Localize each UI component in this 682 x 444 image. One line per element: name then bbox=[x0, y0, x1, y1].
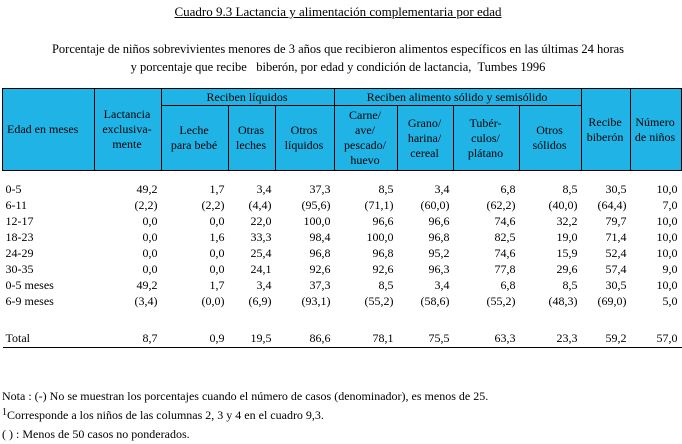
table-cell: 8,5 bbox=[562, 278, 578, 292]
table-cell: 79,7 bbox=[605, 214, 627, 228]
table-cell: 15,9 bbox=[556, 246, 578, 260]
table-cell: 1,7 bbox=[209, 278, 225, 292]
row-label: 24-29 bbox=[5, 246, 34, 260]
table-cell: 57,0 bbox=[631, 329, 682, 348]
table-cell: 100,0 bbox=[303, 214, 331, 228]
table-cell: 98,4 bbox=[309, 230, 331, 244]
table-cell: 1,7 bbox=[209, 182, 225, 196]
row-label: 6-11 bbox=[5, 198, 28, 212]
table-cell: 10,0 bbox=[656, 182, 678, 196]
row-label: 12-17 bbox=[5, 214, 34, 228]
table-cell: 71,4 bbox=[605, 230, 627, 244]
table-cell: 6,8 bbox=[500, 278, 516, 292]
table-row bbox=[3, 261, 682, 277]
table-cell: 37,3 bbox=[309, 278, 331, 292]
table-cell: 8,7 bbox=[95, 329, 162, 348]
note-1: Nota : (-) No se muestran los porcentajes cuando el número de casos (denominador), es menos de 25. bbox=[2, 389, 489, 403]
table-cell: (2,2) bbox=[201, 198, 225, 212]
table-cell: 0,0 bbox=[142, 246, 158, 260]
table-cell: 3,4 bbox=[434, 182, 450, 196]
table-cell: (93,1) bbox=[301, 294, 331, 308]
table-cell: (58,6) bbox=[420, 294, 450, 308]
table-cell: (64,4) bbox=[597, 198, 627, 212]
table-row bbox=[3, 229, 682, 245]
table-cell: 9,0 bbox=[662, 262, 678, 276]
table-cell: 77,8 bbox=[494, 262, 516, 276]
table-cell: 92,6 bbox=[309, 262, 331, 276]
header-count: Número de niños bbox=[631, 89, 682, 171]
table-notes bbox=[2, 387, 672, 444]
table-cell: 49,2 bbox=[136, 182, 158, 196]
table-row bbox=[3, 197, 682, 213]
table-cell: (55,2) bbox=[486, 294, 516, 308]
table-cell: (62,2) bbox=[486, 198, 516, 212]
table-subtitle bbox=[0, 40, 676, 76]
table-cell: (40,0) bbox=[548, 198, 578, 212]
table-row bbox=[3, 293, 682, 309]
table-cell: 52,4 bbox=[605, 246, 627, 260]
spacer-row bbox=[3, 309, 682, 329]
table-cell: (6,9) bbox=[248, 294, 272, 308]
table-cell: 0,0 bbox=[142, 230, 158, 244]
table-cell: (2,2) bbox=[134, 198, 158, 212]
table-cell: 19,0 bbox=[556, 230, 578, 244]
table-cell: 57,4 bbox=[605, 262, 627, 276]
table-cell: 100,0 bbox=[366, 230, 394, 244]
table-cell: 3,4 bbox=[434, 278, 450, 292]
table-cell: (69,0) bbox=[597, 294, 627, 308]
table-cell: (0,0) bbox=[201, 294, 225, 308]
table-cell: 96,6 bbox=[372, 214, 394, 228]
table-cell: 25,4 bbox=[250, 246, 272, 260]
header-meat: Carne/ ave/ pescado/ huevo bbox=[335, 106, 398, 171]
header-group-liquids: Reciben líquidos bbox=[162, 89, 335, 106]
table-cell: 30,5 bbox=[605, 278, 627, 292]
table-cell: 5,0 bbox=[662, 294, 678, 308]
table-cell: 96,8 bbox=[428, 230, 450, 244]
table-cell: 1,6 bbox=[209, 230, 225, 244]
table-cell: 10,0 bbox=[656, 246, 678, 260]
table-cell: (60,0) bbox=[420, 198, 450, 212]
spacer-row bbox=[3, 171, 682, 182]
table-cell: 86,6 bbox=[276, 329, 335, 348]
table-cell: 8,5 bbox=[378, 182, 394, 196]
table-cell: 22,0 bbox=[250, 214, 272, 228]
header-exclusive: Lactancia exclusiva- mente bbox=[95, 89, 162, 171]
table-cell: 49,2 bbox=[136, 278, 158, 292]
table-cell: 0,0 bbox=[142, 214, 158, 228]
table-cell: 3,4 bbox=[256, 182, 272, 196]
table-cell: 29,6 bbox=[556, 262, 578, 276]
header-tubers: Tubér- culos/ plátano bbox=[454, 106, 520, 171]
header-other-solids: Otros sólidos bbox=[520, 106, 582, 171]
table-cell: 82,5 bbox=[494, 230, 516, 244]
table-cell: 0,0 bbox=[209, 214, 225, 228]
total-row bbox=[3, 329, 682, 348]
table-cell: 6,8 bbox=[500, 182, 516, 196]
table-cell: (55,2) bbox=[364, 294, 394, 308]
header-milk-baby: Leche para bebé bbox=[162, 106, 229, 171]
data-table bbox=[2, 88, 682, 348]
table-cell: 24,1 bbox=[250, 262, 272, 276]
table-cell: 32,2 bbox=[556, 214, 578, 228]
header-age: Edad en meses bbox=[3, 89, 95, 171]
table-cell: (4,4) bbox=[248, 198, 272, 212]
table-cell: 63,3 bbox=[454, 329, 520, 348]
header-group-solids: Reciben alimento sólido y semisólido bbox=[335, 89, 582, 106]
table-title: Cuadro 9.3 Lactancia y alimentación complementaria por edad bbox=[174, 4, 502, 19]
table-cell: 92,6 bbox=[372, 262, 394, 276]
table-body bbox=[3, 171, 682, 348]
table-cell: 8,5 bbox=[562, 182, 578, 196]
row-label: 18-23 bbox=[5, 230, 34, 244]
table-cell: 8,5 bbox=[378, 278, 394, 292]
table-cell: 7,0 bbox=[662, 198, 678, 212]
table-cell: 37,3 bbox=[309, 182, 331, 196]
note-2: $^1$Corresponde a los niños de las columnas 2, 3 y 4 en el cuadro 9,3. bbox=[2, 407, 324, 422]
table-cell: (95,6) bbox=[301, 198, 331, 212]
table-cell: 59,2 bbox=[582, 329, 631, 348]
table-cell: (48,3) bbox=[548, 294, 578, 308]
row-label: 0-5 meses bbox=[5, 278, 54, 292]
row-label: 30-35 bbox=[5, 262, 34, 276]
header-other-milks: Otras leches bbox=[229, 106, 276, 171]
table-cell: 10,0 bbox=[656, 278, 678, 292]
table-cell: 75,5 bbox=[398, 329, 454, 348]
table-cell: 96,8 bbox=[309, 246, 331, 260]
table-cell: 19,5 bbox=[229, 329, 276, 348]
table-cell: 96,6 bbox=[428, 214, 450, 228]
table-row bbox=[3, 245, 682, 261]
header-bottle: Recibe biberón bbox=[582, 89, 631, 171]
table-cell: 10,0 bbox=[656, 230, 678, 244]
table-cell: 95,2 bbox=[428, 246, 450, 260]
row-label: 6-9 meses bbox=[5, 294, 54, 308]
subtitle-line-1: Porcentaje de niños sobrevivientes menores de 3 años que recibieron alimentos específicos en las últimas 24 horas bbox=[51, 42, 625, 56]
table-row bbox=[3, 213, 682, 229]
table-cell: (71,1) bbox=[364, 198, 394, 212]
row-label: 0-5 bbox=[5, 182, 22, 196]
table-cell: 0,0 bbox=[209, 246, 225, 260]
note-3: ( ) : Menos de 50 casos no ponderados. bbox=[2, 427, 190, 441]
table-cell: 23,3 bbox=[520, 329, 582, 348]
table-cell: 0,0 bbox=[142, 262, 158, 276]
table-cell: 0,9 bbox=[162, 329, 229, 348]
table-cell: 74,6 bbox=[494, 246, 516, 260]
table-cell: 0,0 bbox=[209, 262, 225, 276]
table-cell: 96,3 bbox=[428, 262, 450, 276]
header-other-liquids: Otros líquidos bbox=[276, 106, 335, 171]
table-row bbox=[3, 181, 682, 197]
row-label: Total bbox=[3, 329, 95, 348]
subtitle-line-2: y porcentaje que recibe biberón, por edad y condición de lactancia, Tumbes 1996 bbox=[130, 60, 546, 74]
table-cell: 33,3 bbox=[250, 230, 272, 244]
table-cell: 30,5 bbox=[605, 182, 627, 196]
table-row bbox=[3, 277, 682, 293]
table-cell: 10,0 bbox=[656, 214, 678, 228]
table-cell: (3,4) bbox=[134, 294, 158, 308]
table-cell: 74,6 bbox=[494, 214, 516, 228]
header-grain: Grano/ harina/ cereal bbox=[398, 106, 454, 171]
table-cell: 3,4 bbox=[256, 278, 272, 292]
table-cell: 78,1 bbox=[335, 329, 398, 348]
table-cell: 96,8 bbox=[372, 246, 394, 260]
